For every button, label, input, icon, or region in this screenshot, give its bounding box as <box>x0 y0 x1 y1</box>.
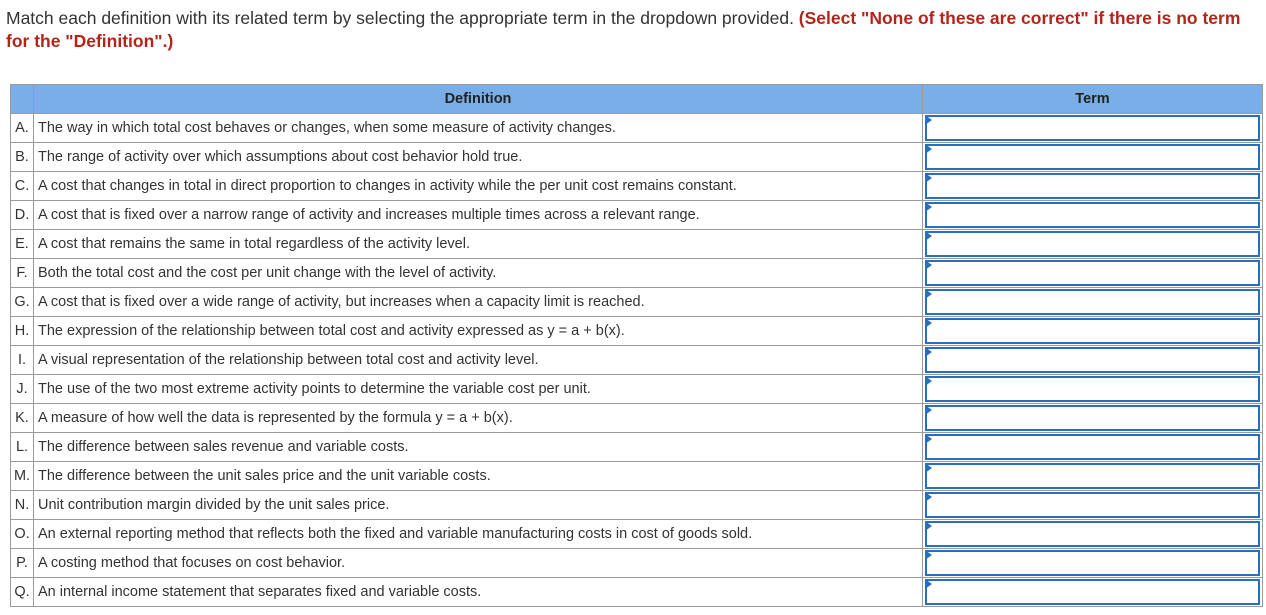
caret-right-icon <box>925 579 932 589</box>
instructions <box>6 7 1246 53</box>
row-definition: A cost that is fixed over a wide range of activity, but increases when a capacity limit is reached. <box>34 288 923 317</box>
table-row <box>11 520 1263 549</box>
table-row <box>11 114 1263 143</box>
term-cell <box>923 201 1263 230</box>
term-dropdown[interactable] <box>925 115 1260 141</box>
row-letter: H. <box>11 317 34 346</box>
row-letter: A. <box>11 114 34 143</box>
caret-right-icon <box>925 463 932 473</box>
term-cell <box>923 491 1263 520</box>
term-dropdown[interactable] <box>925 318 1260 344</box>
row-definition: The range of activity over which assumptions about cost behavior hold true. <box>34 143 923 172</box>
table-row <box>11 259 1263 288</box>
term-dropdown[interactable] <box>925 579 1260 605</box>
term-cell <box>923 288 1263 317</box>
term-dropdown[interactable] <box>925 260 1260 286</box>
term-cell <box>923 549 1263 578</box>
row-letter: C. <box>11 172 34 201</box>
table-row <box>11 230 1263 259</box>
term-cell <box>923 520 1263 549</box>
term-cell <box>923 114 1263 143</box>
term-cell <box>923 143 1263 172</box>
term-cell <box>923 404 1263 433</box>
term-cell <box>923 317 1263 346</box>
row-definition: The difference between the unit sales price and the unit variable costs. <box>34 462 923 491</box>
row-definition: A cost that remains the same in total regardless of the activity level. <box>34 230 923 259</box>
table-row <box>11 404 1263 433</box>
table-row <box>11 172 1263 201</box>
caret-right-icon <box>925 231 932 241</box>
row-letter: Q. <box>11 578 34 607</box>
definition-column-header: Definition <box>34 85 923 114</box>
row-letter: N. <box>11 491 34 520</box>
caret-right-icon <box>925 173 932 183</box>
row-definition: The use of the two most extreme activity points to determine the variable cost per unit. <box>34 375 923 404</box>
row-letter: E. <box>11 230 34 259</box>
row-definition: An internal income statement that separates fixed and variable costs. <box>34 578 923 607</box>
term-dropdown[interactable] <box>925 434 1260 460</box>
term-cell <box>923 578 1263 607</box>
caret-right-icon <box>925 492 932 502</box>
caret-right-icon <box>925 405 932 415</box>
term-cell <box>923 230 1263 259</box>
term-cell <box>923 259 1263 288</box>
matching-table <box>10 84 1263 607</box>
term-dropdown[interactable] <box>925 463 1260 489</box>
caret-right-icon <box>925 202 932 212</box>
row-definition: The difference between sales revenue and variable costs. <box>34 433 923 462</box>
term-dropdown[interactable] <box>925 289 1260 315</box>
row-letter: M. <box>11 462 34 491</box>
term-cell <box>923 172 1263 201</box>
table-row <box>11 375 1263 404</box>
caret-right-icon <box>925 550 932 560</box>
table-row <box>11 578 1263 607</box>
row-definition: A cost that changes in total in direct proportion to changes in activity while the per unit cost remains constant. <box>34 172 923 201</box>
term-dropdown[interactable] <box>925 376 1260 402</box>
instructions-emphasis: (Select "None of these are correct" if there is no term for the "Definition".) <box>6 8 1241 51</box>
term-dropdown[interactable] <box>925 521 1260 547</box>
table-row <box>11 288 1263 317</box>
row-definition: A visual representation of the relationship between total cost and activity level. <box>34 346 923 375</box>
term-dropdown[interactable] <box>925 173 1260 199</box>
term-dropdown[interactable] <box>925 144 1260 170</box>
caret-right-icon <box>925 347 932 357</box>
table-row <box>11 201 1263 230</box>
table-row <box>11 491 1263 520</box>
caret-right-icon <box>925 521 932 531</box>
row-definition: Both the total cost and the cost per unit change with the level of activity. <box>34 259 923 288</box>
caret-right-icon <box>925 115 932 125</box>
row-definition: A costing method that focuses on cost behavior. <box>34 549 923 578</box>
row-definition: Unit contribution margin divided by the unit sales price. <box>34 491 923 520</box>
row-letter: G. <box>11 288 34 317</box>
caret-right-icon <box>925 434 932 444</box>
instructions-text: Match each definition with its related term by selecting the appropriate term in the dropdown provided. <box>6 8 799 28</box>
term-dropdown[interactable] <box>925 202 1260 228</box>
table-row <box>11 462 1263 491</box>
term-dropdown[interactable] <box>925 347 1260 373</box>
table-row <box>11 317 1263 346</box>
row-definition: A cost that is fixed over a narrow range of activity and increases multiple times across a relevant range. <box>34 201 923 230</box>
table-row <box>11 549 1263 578</box>
caret-right-icon <box>925 144 932 154</box>
caret-right-icon <box>925 260 932 270</box>
term-cell <box>923 433 1263 462</box>
table-body <box>11 114 1263 607</box>
row-letter: O. <box>11 520 34 549</box>
term-dropdown[interactable] <box>925 550 1260 576</box>
row-definition: The way in which total cost behaves or changes, when some measure of activity changes. <box>34 114 923 143</box>
term-dropdown[interactable] <box>925 492 1260 518</box>
term-column-header: Term <box>923 85 1263 114</box>
caret-right-icon <box>925 289 932 299</box>
row-letter: D. <box>11 201 34 230</box>
table-row <box>11 346 1263 375</box>
caret-right-icon <box>925 376 932 386</box>
row-letter: L. <box>11 433 34 462</box>
term-dropdown[interactable] <box>925 231 1260 257</box>
row-definition: A measure of how well the data is represented by the formula y = a + b(x). <box>34 404 923 433</box>
term-cell <box>923 375 1263 404</box>
row-letter: K. <box>11 404 34 433</box>
row-letter: I. <box>11 346 34 375</box>
row-definition: An external reporting method that reflects both the fixed and variable manufacturing costs in cost of goods sold. <box>34 520 923 549</box>
row-letter: J. <box>11 375 34 404</box>
term-cell <box>923 346 1263 375</box>
row-letter: B. <box>11 143 34 172</box>
row-letter: F. <box>11 259 34 288</box>
term-cell <box>923 462 1263 491</box>
row-definition: The expression of the relationship between total cost and activity expressed as y = a + b(x). <box>34 317 923 346</box>
caret-right-icon <box>925 318 932 328</box>
term-dropdown[interactable] <box>925 405 1260 431</box>
table-header-row <box>11 85 1263 114</box>
table-row <box>11 143 1263 172</box>
row-letter: P. <box>11 549 34 578</box>
letter-column-header <box>11 85 34 114</box>
table-row <box>11 433 1263 462</box>
